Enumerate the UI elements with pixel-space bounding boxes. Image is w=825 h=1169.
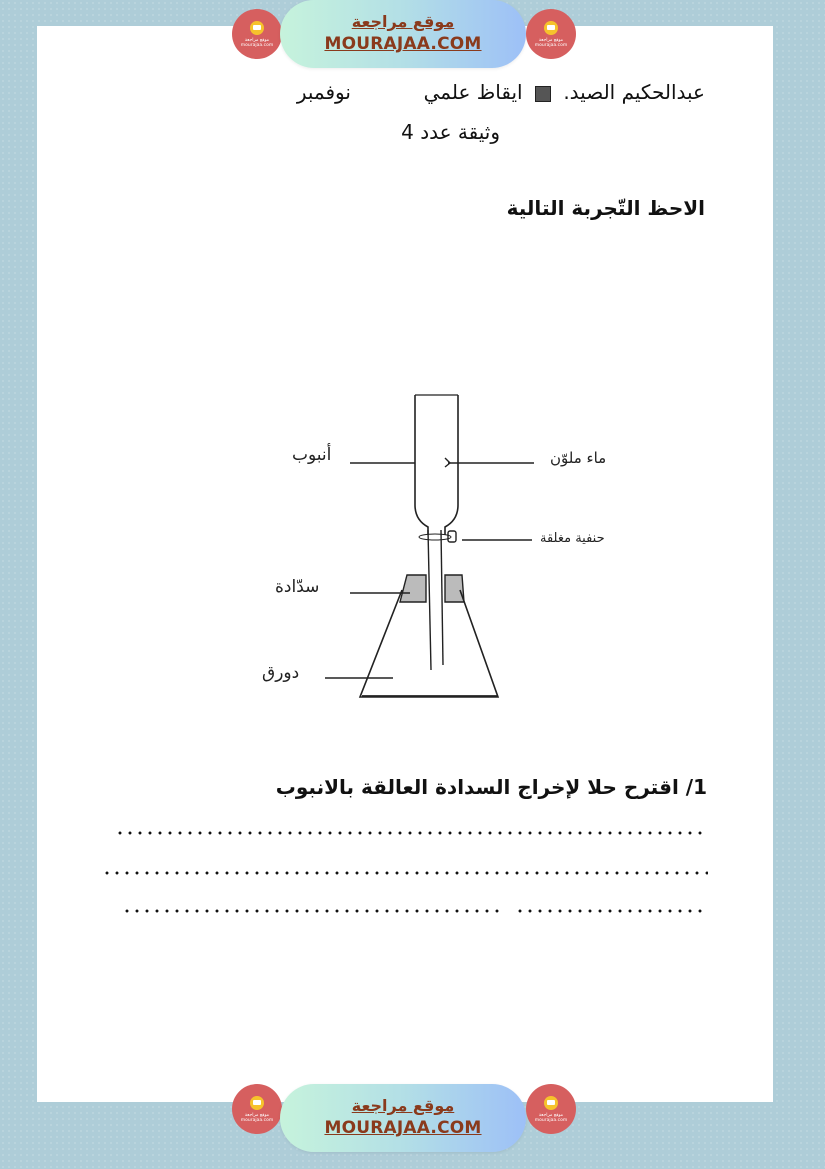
site-title-arabic[interactable]: موقع مراجعة	[351, 12, 455, 31]
book-icon	[250, 21, 264, 35]
teacher-name: عبدالحكيم الصيد.	[563, 80, 705, 104]
site-link-pill[interactable]	[280, 1084, 526, 1152]
document-number: وثيقة عدد 4	[401, 120, 500, 144]
answer-line[interactable]	[515, 909, 708, 913]
site-banner-top[interactable]	[228, 0, 578, 70]
exercise-instruction: الاحظ التّجربة التالية	[506, 196, 705, 220]
answer-line[interactable]	[115, 831, 708, 835]
site-title-arabic[interactable]: موقع مراجعة	[351, 1096, 455, 1115]
label-colored-water: ماء ملوّن	[550, 449, 607, 467]
label-flask: دورق	[262, 663, 300, 683]
site-logo-badge[interactable]: موقع مراجعة mourajaa.com	[232, 1084, 282, 1134]
label-tube: أنبوب	[292, 445, 332, 465]
answer-line[interactable]	[102, 871, 708, 875]
book-icon	[250, 1096, 264, 1110]
month: نوفمبر	[296, 80, 351, 104]
label-closed-faucet: حنفية مغلقة	[540, 531, 605, 546]
site-title-latin[interactable]: MOURAJAA.COM	[324, 1118, 482, 1138]
site-logo-badge[interactable]: موقع مراجعة mourajaa.com	[232, 9, 282, 59]
site-banner-bottom[interactable]	[228, 1082, 578, 1152]
site-logo-badge[interactable]: موقع مراجعة mourajaa.com	[526, 9, 576, 59]
label-stopper: سدّادة	[275, 577, 320, 597]
experiment-diagram	[250, 385, 650, 715]
question-1: 1/ اقترح حلا لإخراج السدادة العالقة بالانبوب	[275, 775, 707, 799]
redaction-mark	[535, 86, 551, 102]
site-title-latin[interactable]: MOURAJAA.COM	[324, 34, 482, 54]
worksheet-header	[297, 80, 705, 104]
book-icon	[544, 21, 558, 35]
answer-line[interactable]	[122, 909, 502, 913]
site-link-pill[interactable]	[280, 0, 526, 68]
book-icon	[544, 1096, 558, 1110]
site-logo-badge[interactable]: موقع مراجعة mourajaa.com	[526, 1084, 576, 1134]
subject-name: ايقاظ علمي	[423, 80, 523, 104]
flask-tube-illustration	[250, 385, 650, 715]
